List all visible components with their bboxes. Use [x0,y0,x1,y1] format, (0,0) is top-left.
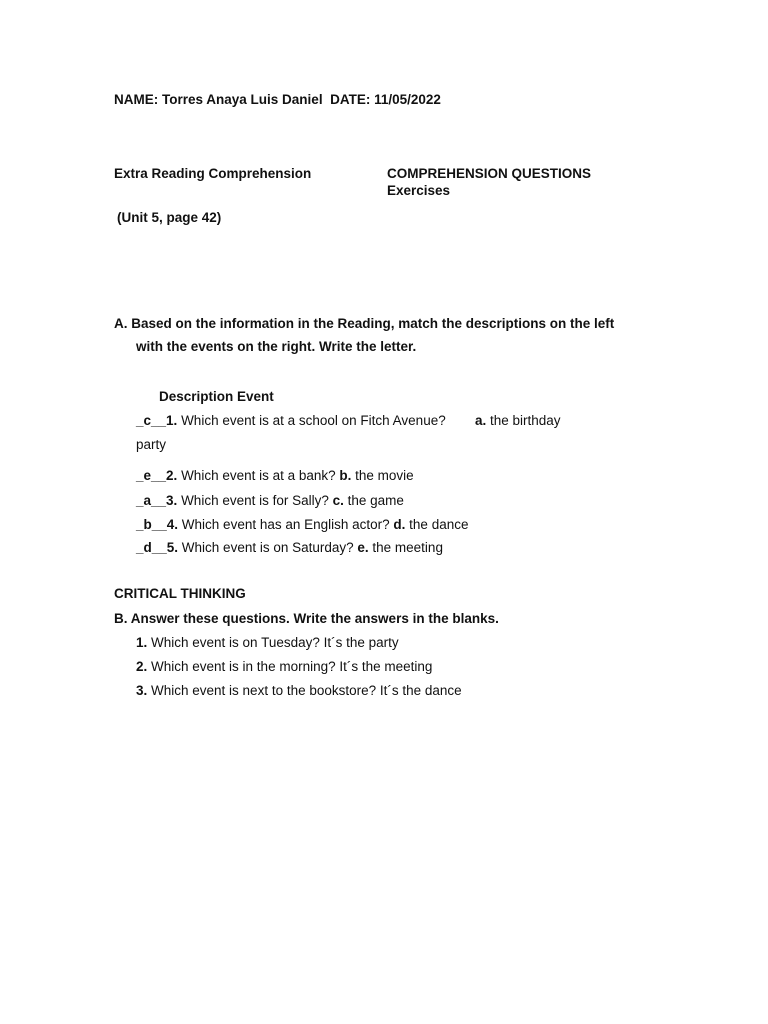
item-question: Which event is at a school on Fitch Avenue? [177,413,446,428]
item-number: 5. [166,540,179,555]
event-name: the game [343,493,404,508]
list-item [136,468,414,483]
question-text: Which event is on Tuesday? It´s the party [147,635,399,650]
list-item [136,635,399,650]
title-right-line2: Exercises [387,183,451,198]
name-value: Torres Anaya Luis Daniel [162,92,323,107]
event-name: the meeting [368,540,443,555]
question-number: 3. [136,683,148,698]
item-number: 4. [166,517,179,532]
date-value: 11/05/2022 [374,92,441,107]
item-question: Which event is for Sally? [177,493,333,508]
title-left: Extra Reading Comprehension [114,166,312,181]
answer-blank: _a__ [136,493,167,508]
critical-thinking-heading: CRITICAL THINKING [114,586,246,601]
title-right-line1: COMPREHENSION QUESTIONS [387,166,592,181]
name-date-line [114,92,441,107]
event-name: the dance [405,517,469,532]
event-letter: c. [332,493,344,508]
item-number: 2. [166,468,178,483]
question-text: Which event is in the morning? It´s the meeting [147,659,433,674]
question-text: Which event is next to the bookstore? It´s the dance [147,683,462,698]
event-letter: d. [393,517,406,532]
question-number: 1. [136,635,148,650]
answer-blank: _e__ [136,468,167,483]
event-letter: e. [357,540,369,555]
list-item [136,659,432,674]
event-name: the movie [351,468,414,483]
name-label: NAME: [114,92,159,107]
answer-blank: _d__ [136,540,167,555]
item-question: Which event is on Saturday? [178,540,358,555]
list-item [136,493,404,508]
list-item [136,683,462,698]
question-number: 2. [136,659,148,674]
list-item-event [475,413,561,428]
item-question: Which event is at a bank? [177,468,340,483]
event-letter: a. [475,413,487,428]
answer-blank: _c__ [136,413,167,428]
date-label: DATE: [330,92,371,107]
item1-wrap-text: party [136,437,167,452]
section-b-instruction: B. Answer these questions. Write the answers in the blanks. [114,611,499,626]
event-letter: b. [339,468,352,483]
item-question: Which event has an English actor? [178,517,394,532]
list-item [136,540,443,555]
table-header: Description Event [159,389,274,404]
answer-blank: _b__ [136,517,167,532]
list-item [136,413,446,428]
section-a-instruction-line2: with the events on the right. Write the letter. [136,339,417,354]
list-item [136,517,468,532]
section-a-instruction-line1: A. Based on the information in the Reading, match the descriptions on the left [114,316,615,331]
item-number: 1. [166,413,178,428]
event-name: the birthday [486,413,561,428]
item-number: 3. [166,493,178,508]
unit-reference: (Unit 5, page 42) [117,210,222,225]
